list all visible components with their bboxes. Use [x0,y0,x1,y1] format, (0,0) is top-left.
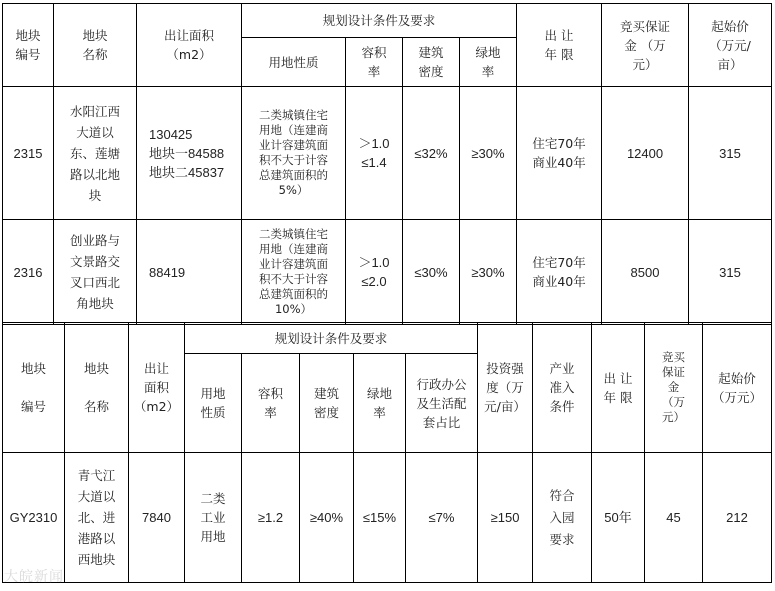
header-deposit: 竞买保证 金 （万 元） [602,4,689,87]
table-row [3,220,772,325]
cell-investment: ≥150 [478,453,533,583]
cell-plot-no: 2315 [3,87,54,220]
cell-green: ≥30% [460,87,517,220]
header-plot-name: 地块 名称 [65,323,129,453]
header-land-use: 用地性质 [242,38,346,87]
header-investment: 投资强 度（万 元/亩） [478,323,533,453]
header-deposit: 竞买 保证 金 （万 元） [645,323,703,453]
header-admin-ratio: 行政办公 及生活配 套占比 [406,354,478,453]
cell-area: 130425 地块一84588 地块二45837 [137,87,242,220]
cell-plot-no: 2316 [3,220,54,325]
cell-far: ＞1.0 ≤1.4 [346,87,403,220]
cell-start-price: 315 [689,220,772,325]
header-land-use: 用地 性质 [185,354,242,453]
header-term: 出 让 年 限 [517,4,602,87]
header-density: 建筑 密度 [403,38,460,87]
cell-land-use: 二类城镇住宅 用地（连建商 业计容建筑面 积不大于计容 总建筑面积的 10%） [242,220,346,325]
cell-start-price: 212 [703,453,772,583]
cell-plot-no: GY2310 [3,453,65,583]
cell-industry: 符合 入园 要求 [533,453,592,583]
cell-plot-name: 创业路与 文景路交 叉口西北 角地块 [54,220,137,325]
cell-deposit: 8500 [602,220,689,325]
cell-start-price: 315 [689,87,772,220]
header-green: 绿地 率 [460,38,517,87]
header-plot-name: 地块 名称 [54,4,137,87]
header-planning: 规划设计条件及要求 [242,4,517,38]
header-far: 容积 率 [346,38,403,87]
cell-density: ≥40% [300,453,354,583]
cell-term: 50年 [592,453,645,583]
cell-plot-name: 水阳江西 大道以 东、莲塘 路以北地 块 [54,87,137,220]
cell-far: ＞1.0 ≤2.0 [346,220,403,325]
cell-land-use: 二类 工业 用地 [185,453,242,583]
cell-plot-name: 青弋江 大道以 北、进 港路以 西地块 [65,453,129,583]
cell-admin-ratio: ≤7% [406,453,478,583]
cell-term: 住宅70年 商业40年 [517,87,602,220]
cell-density: ≤32% [403,87,460,220]
header-plot-no: 地块 编号 [3,323,65,453]
header-plot-no: 地块 编号 [3,4,54,87]
land-table-residential [2,3,772,325]
cell-land-use: 二类城镇住宅 用地（连建商 业计容建筑面 积不大于计容 总建筑面积的 5%） [242,87,346,220]
watermark-logo: 大皖新闻 [4,569,64,585]
cell-area: 7840 [129,453,185,583]
header-planning: 规划设计条件及要求 [185,323,478,354]
cell-deposit: 12400 [602,87,689,220]
header-industry: 产业 准入 条件 [533,323,592,453]
header-area: 出让面积 （m2） [137,4,242,87]
cell-density: ≤30% [403,220,460,325]
cell-green: ≥30% [460,220,517,325]
header-term: 出 让 年 限 [592,323,645,453]
cell-green: ≤15% [354,453,406,583]
table-row [3,453,772,583]
header-density: 建筑 密度 [300,354,354,453]
header-start-price: 起始价 （万元） [703,323,772,453]
table-row [3,87,772,220]
header-far: 容积 率 [242,354,300,453]
header-area: 出让 面积 （m2） [129,323,185,453]
cell-far: ≥1.2 [242,453,300,583]
cell-area: 88419 [137,220,242,325]
header-green: 绿地 率 [354,354,406,453]
cell-term: 住宅70年 商业40年 [517,220,602,325]
land-table-industrial [2,322,772,583]
header-start-price: 起始价 （万元/ 亩） [689,4,772,87]
cell-deposit: 45 [645,453,703,583]
